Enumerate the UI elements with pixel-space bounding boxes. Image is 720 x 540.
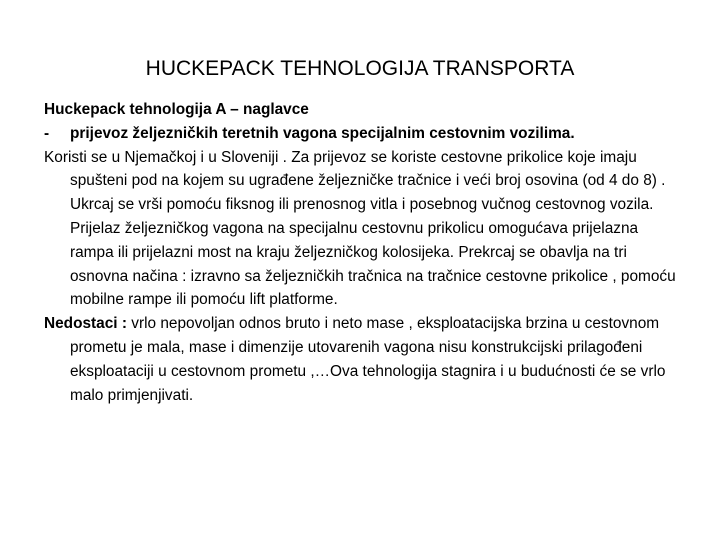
disadvantages-label: Nedostaci : [44, 315, 127, 333]
paragraph-disadvantages [44, 312, 684, 407]
bullet-text: prijevoz željezničkih teretnih vagona specijalnim cestovnim vozilima. [70, 124, 575, 142]
subtitle-line: Huckepack tehnologija A – naglavce [44, 101, 309, 118]
slide-title: HUCKEPACK TEHNOLOGIJA TRANSPORTA [145, 57, 575, 80]
bullet-line [44, 122, 684, 146]
disadvantages-text: vrlo nepovoljan odnos bruto i neto mase , eksploatacijska brzina u cestovnom prometu je mala, mase i dimenzije utovarenih vagona nisu konstrukcijski prilagođeni eksploataciji u cestovnom prometu ,…Ova tehnologija stagnira i u budućnosti će se vrlo malo primjenjivati. [70, 315, 666, 404]
bullet-dash: - [44, 124, 50, 142]
paragraph-usage: Koristi se u Njemačkoj i u Sloveniji . Za prijevoz se koriste cestovne prikolice koje imaju spušteni pod na kojem su ugrađene željezničke tračnice i veći broj osovina (od 4 do 8) . Ukrcaj se vrši pomoću fiksnog ili prenosnog vitla i posebnog vučnog cestovnog vozila. Prijelaz željezničkog vagona na specijalnu cestovnu prikolicu omogućava prijelazna rampa ili prijelazni most na kraju željezničkog kolosijeka. Prekrcaj se obavlja na tri osnovna načina : izravno sa željezničkih tračnica na tračnice cestovne prikolice , pomoću mobilne rampe ili pomoću lift platforme. [44, 148, 676, 309]
slide-body [44, 98, 684, 407]
